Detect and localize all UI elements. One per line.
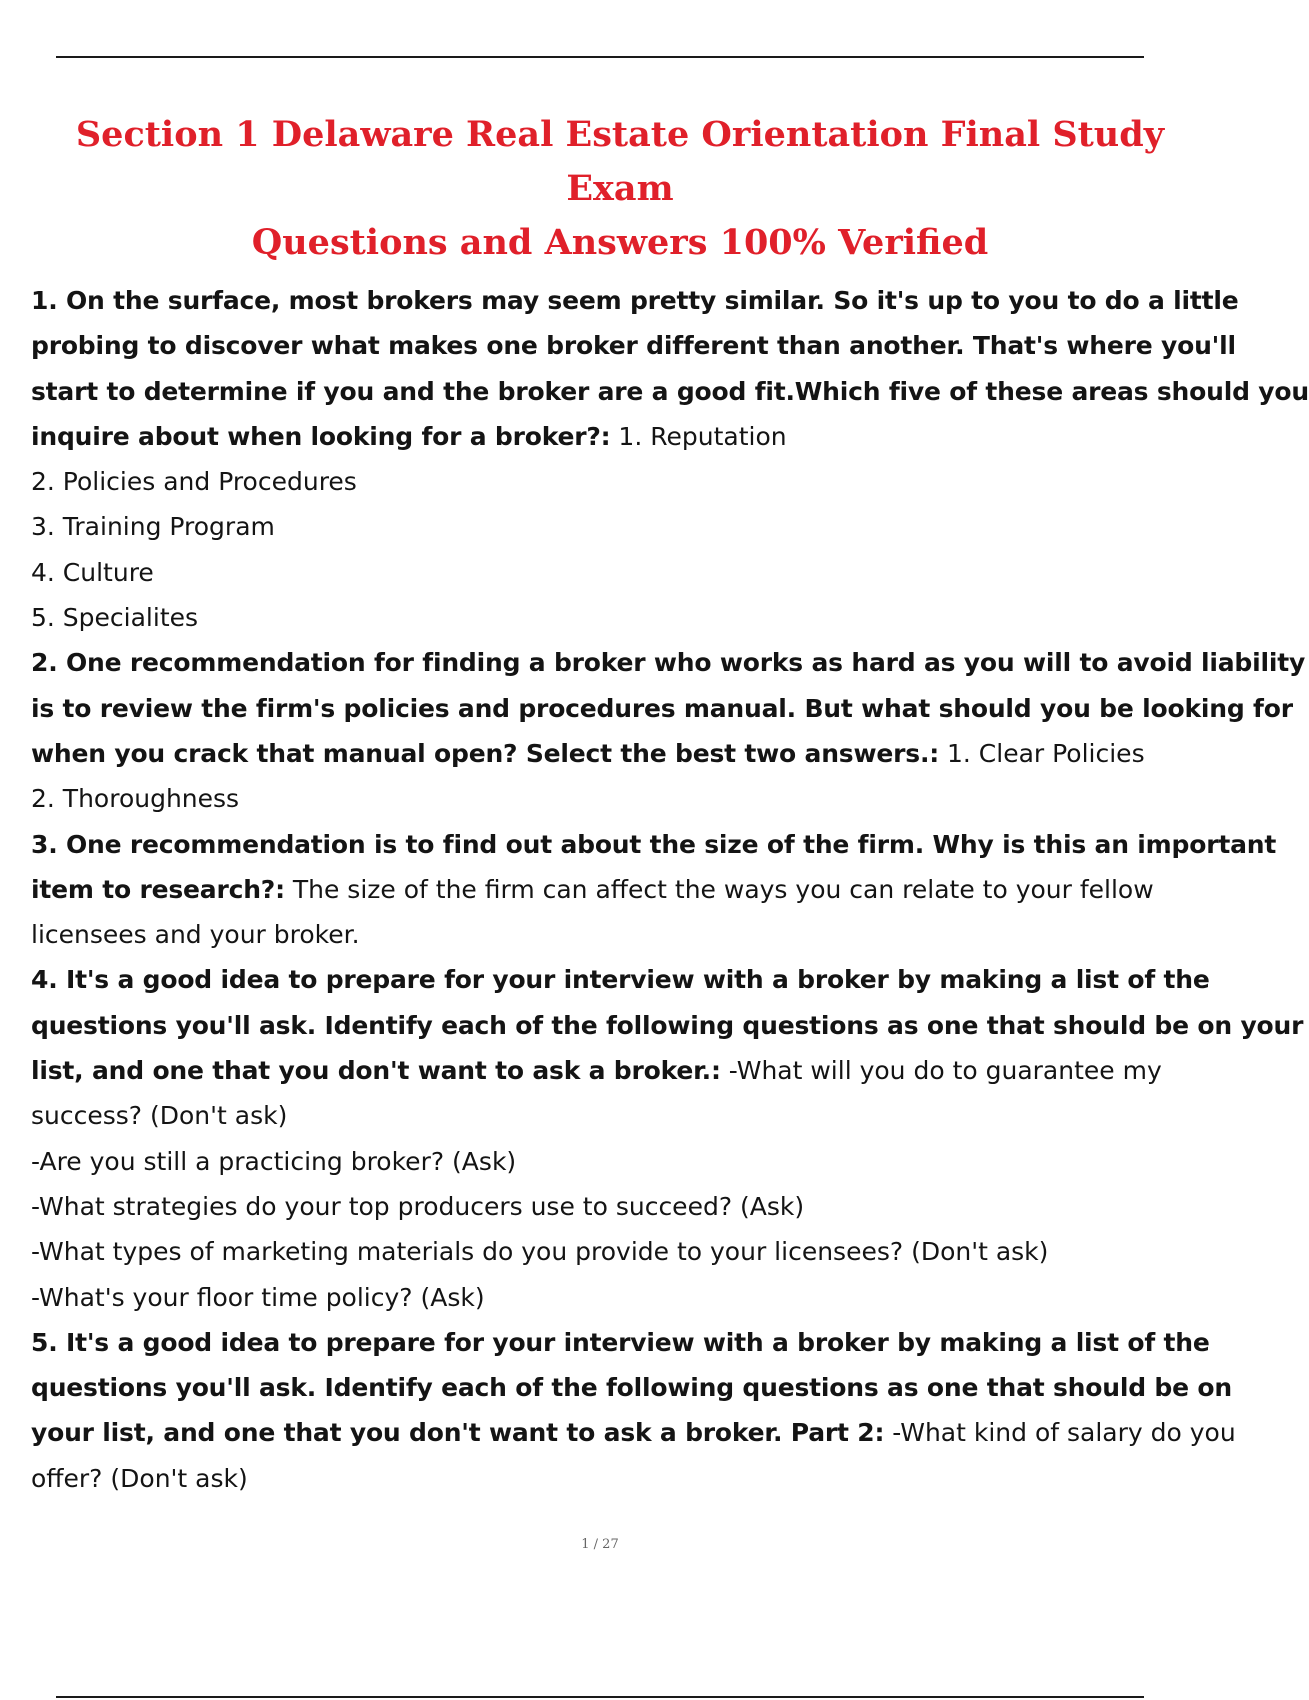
page-number: 1 / 27 [581, 1537, 619, 1552]
text-line [31, 1275, 1200, 1320]
question-text: your list, and one that you don't want to ask a broker. Part 2: [31, 1418, 885, 1448]
answer-text: 2. Thoroughness [31, 784, 240, 814]
text-line [31, 1003, 1304, 1048]
bottom-rule [56, 1696, 1144, 1698]
text-line [31, 867, 1200, 912]
text-line [31, 323, 1236, 368]
question-text: inquire about when looking for a broker?: [31, 421, 611, 451]
answer-text: 1. Reputation [610, 421, 787, 451]
answer-text: offer? (Don't ask) [31, 1463, 248, 1493]
answer-text: success? (Don't ask) [31, 1101, 288, 1131]
question-text: when you crack that manual open? Select the best two answers.: [31, 738, 940, 768]
question-text: is to review the firm's policies and procedures manual. But what should you be looking for [31, 693, 1293, 723]
question-text: 2. One recommendation for finding a broker who works as hard as you will to avoid liability [31, 648, 1306, 678]
text-line [31, 369, 1309, 414]
text-line [31, 550, 1200, 595]
text-line [31, 278, 1239, 323]
answer-text: -What's your floor time policy? (Ask) [31, 1282, 485, 1312]
answer-text: -What types of marketing materials do you provide to your licensees? (Don't ask) [31, 1237, 1049, 1267]
question-text: probing to discover what makes one broker different than another. That's where you'll [31, 331, 1236, 361]
text-line [31, 459, 1200, 504]
question-text: questions you'll ask. Identify each of the following questions as one that should be on your [31, 1010, 1304, 1040]
title-line-1: Section 1 Delaware Real Estate Orientation Final Study Exam [75, 114, 1165, 209]
answer-text: licensees and your broker. [31, 920, 360, 950]
text-line [31, 1456, 1200, 1501]
text-line [31, 1365, 1232, 1410]
text-line [31, 595, 1200, 640]
answer-text: The size of the firm can affect the ways you can relate to your fellow [284, 874, 1154, 904]
answer-text: 5. Specialites [31, 603, 199, 633]
question-text: 4. It's a good idea to prepare for your interview with a broker by making a list of the [31, 965, 1210, 995]
answer-text: -What will you do to guarantee my [720, 1056, 1162, 1086]
text-line [31, 957, 1210, 1002]
answer-text: -Are you still a practicing broker? (Ask) [31, 1146, 517, 1176]
question-text: start to determine if you and the broker are a good fit.Which five of these areas should you [31, 376, 1309, 406]
text-line [31, 1184, 1200, 1229]
answer-text: -What kind of salary do you [884, 1418, 1236, 1448]
top-rule [56, 56, 1144, 58]
question-text: questions you'll ask. Identify each of the following questions as one that should be on [31, 1373, 1232, 1403]
text-line [31, 1048, 1200, 1093]
answer-text: -What strategies do your top producers use to succeed? (Ask) [31, 1191, 805, 1221]
answer-text: 4. Culture [31, 557, 154, 587]
question-text: item to research?: [31, 874, 285, 904]
text-line [31, 640, 1306, 685]
answer-text: 1. Clear Policies [939, 738, 1145, 768]
text-line [31, 1093, 1200, 1138]
text-line [31, 1229, 1200, 1274]
text-line [31, 414, 1200, 459]
question-text: 3. One recommendation is to find out about the size of the firm. Why is this an important [31, 829, 1277, 859]
text-line [31, 731, 1200, 776]
text-line [31, 1139, 1200, 1184]
title-line-2: Questions and Answers 100% Verified [251, 222, 989, 263]
document-title [40, 108, 1200, 270]
text-line [31, 912, 1200, 957]
text-line [31, 776, 1200, 821]
text-line [31, 504, 1200, 549]
answer-text: 2. Policies and Procedures [31, 467, 357, 497]
question-text: 5. It's a good idea to prepare for your interview with a broker by making a list of the [31, 1327, 1210, 1357]
text-line [31, 822, 1277, 867]
question-text: 1. On the surface, most brokers may seem pretty similar. So it's up to you to do a little [31, 286, 1239, 315]
question-list [31, 278, 1309, 1518]
text-line [31, 1320, 1210, 1365]
answer-text: 3. Training Program [31, 512, 275, 542]
question-text: list, and one that you don't want to ask a broker.: [31, 1056, 721, 1086]
text-line [31, 686, 1293, 731]
text-line [31, 1410, 1236, 1455]
